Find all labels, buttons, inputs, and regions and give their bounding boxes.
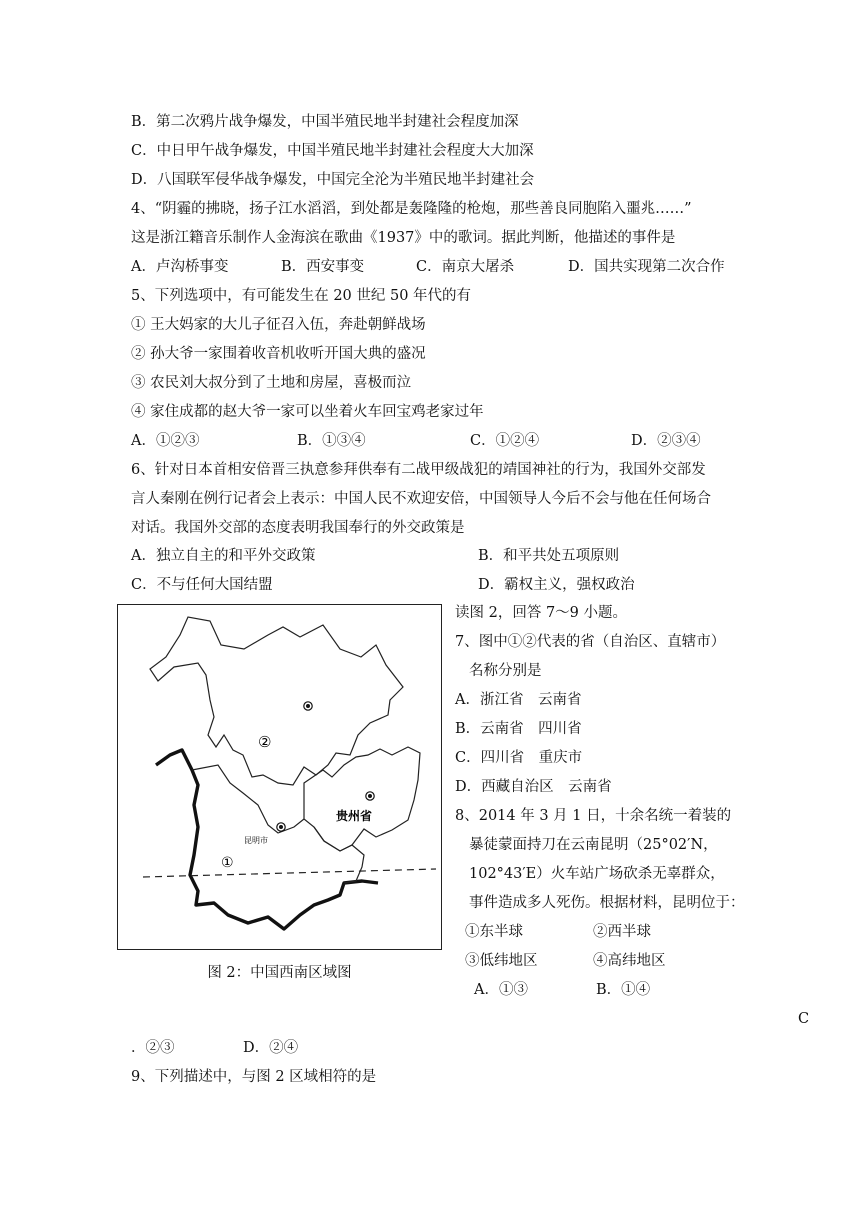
question-7-text: 7、图中①②代表的省（自治区、直辖市） — [455, 634, 726, 650]
tropic-of-cancer-line — [143, 869, 436, 877]
q5-statement-2: ② 孙大爷一家围着收音机收听开国大典的盛况 — [131, 346, 426, 362]
question-8-text-cont2: 102°43′E）火车站广场砍杀无辜群众， — [469, 866, 725, 882]
q6-option-b: B．和平共处五项原则 — [478, 548, 620, 564]
q8-statement-2: ②西半球 — [593, 924, 651, 940]
q5-option-b: B．①③④ — [297, 433, 366, 449]
q6-option-c: C．不与任何大国结盟 — [131, 577, 273, 593]
q8-statement-3: ③低纬地区 — [465, 953, 538, 969]
q4-option-d: D．国共实现第二次合作 — [568, 259, 725, 275]
read-figure-instruction: 读图 2，回答 7～9 小题。 — [455, 605, 628, 621]
q8-statement-1: ①东半球 — [465, 924, 523, 940]
question-4-text: 4、“阴霾的拂晓，扬子江水滔滔，到处都是轰隆隆的枪炮，那些善良同胞陷入噩兆……” — [131, 201, 692, 217]
guizhou-border — [304, 747, 420, 851]
question-8-text: 8、2014 年 3 月 1 日，十余名统一着装的 — [455, 808, 732, 824]
guizhou-label: 贵州省 — [336, 809, 373, 823]
option-c-line: C．中日甲午战争爆发，中国半殖民地半封建社会程度大大加深 — [131, 143, 534, 159]
question-7-text-cont: 名称分别是 — [469, 663, 542, 679]
q8-option-c-text: ．②③ — [131, 1040, 175, 1056]
q4-option-a: A．卢沟桥事变 — [131, 259, 229, 275]
q5-statement-3: ③ 农民刘大叔分到了土地和房屋，喜极而泣 — [131, 375, 412, 391]
q5-option-d: D．②③④ — [631, 433, 701, 449]
q8-option-a: A．①③ — [474, 982, 528, 998]
question-6-text-cont: 言人秦刚在例行记者会上表示：中国人民不欢迎安倍，中国领导人今后不会与他在任何场合 — [131, 491, 711, 507]
option-b-line: B．第二次鸦片战争爆发，中国半殖民地半封建社会程度加深 — [131, 114, 519, 130]
q8-statement-4: ④高纬地区 — [593, 953, 666, 969]
question-8-text-cont3: 事件造成多人死伤。根据材料，昆明位于： — [469, 895, 745, 911]
q8-option-c-letter: C — [798, 1011, 810, 1027]
q4-option-b: B．西安事变 — [281, 259, 365, 275]
kunming-label: 昆明市 — [244, 836, 268, 845]
q7-option-d: D．西藏自治区 云南省 — [455, 779, 612, 795]
q7-option-b: B．云南省 四川省 — [455, 721, 582, 737]
q5-option-a: A．①②③ — [131, 433, 200, 449]
question-4-text-cont: 这是浙江籍音乐制作人金海滨在歌曲《1937》中的歌词。据此判断，他描述的事件是 — [131, 230, 676, 246]
southwest-china-map — [117, 604, 442, 950]
q6-option-a: A．独立自主的和平外交政策 — [131, 548, 316, 564]
question-8-text-cont: 暴徒蒙面持刀在云南昆明（25°02′N， — [469, 837, 718, 853]
map-label-1: ① — [221, 855, 234, 871]
q5-statement-4: ④ 家住成都的赵大爷一家可以坐着火车回宝鸡老家过年 — [131, 404, 484, 420]
question-9-text: 9、下列描述中，与图 2 区域相符的是 — [131, 1069, 377, 1085]
q7-option-a: A．浙江省 云南省 — [455, 692, 582, 708]
q4-option-c: C．南京大屠杀 — [416, 259, 515, 275]
q6-option-d: D．霸权主义，强权政治 — [478, 577, 635, 593]
question-6-text: 6、针对日本首相安倍晋三执意参拜供奉有二战甲级战犯的靖国神社的行为，我国外交部发 — [131, 462, 706, 478]
option-d-line: D．八国联军侵华战争爆发，中国完全沦为半殖民地半封建社会 — [131, 172, 535, 188]
q7-option-c: C．四川省 重庆市 — [455, 750, 583, 766]
question-6-text-cont2: 对话。我国外交部的态度表明我国奉行的外交政策是 — [131, 520, 465, 536]
q8-option-b: B．①④ — [596, 982, 651, 998]
map-label-2: ② — [258, 733, 272, 751]
map-caption: 图 2：中国西南区域图 — [207, 965, 352, 981]
question-5-text: 5、下列选项中，有可能发生在 20 世纪 50 年代的有 — [131, 288, 472, 304]
q5-statement-1: ① 王大妈家的大儿子征召入伍，奔赴朝鲜战场 — [131, 317, 426, 333]
q8-option-d: D．②④ — [243, 1040, 299, 1056]
q5-option-c: C．①②④ — [470, 433, 540, 449]
